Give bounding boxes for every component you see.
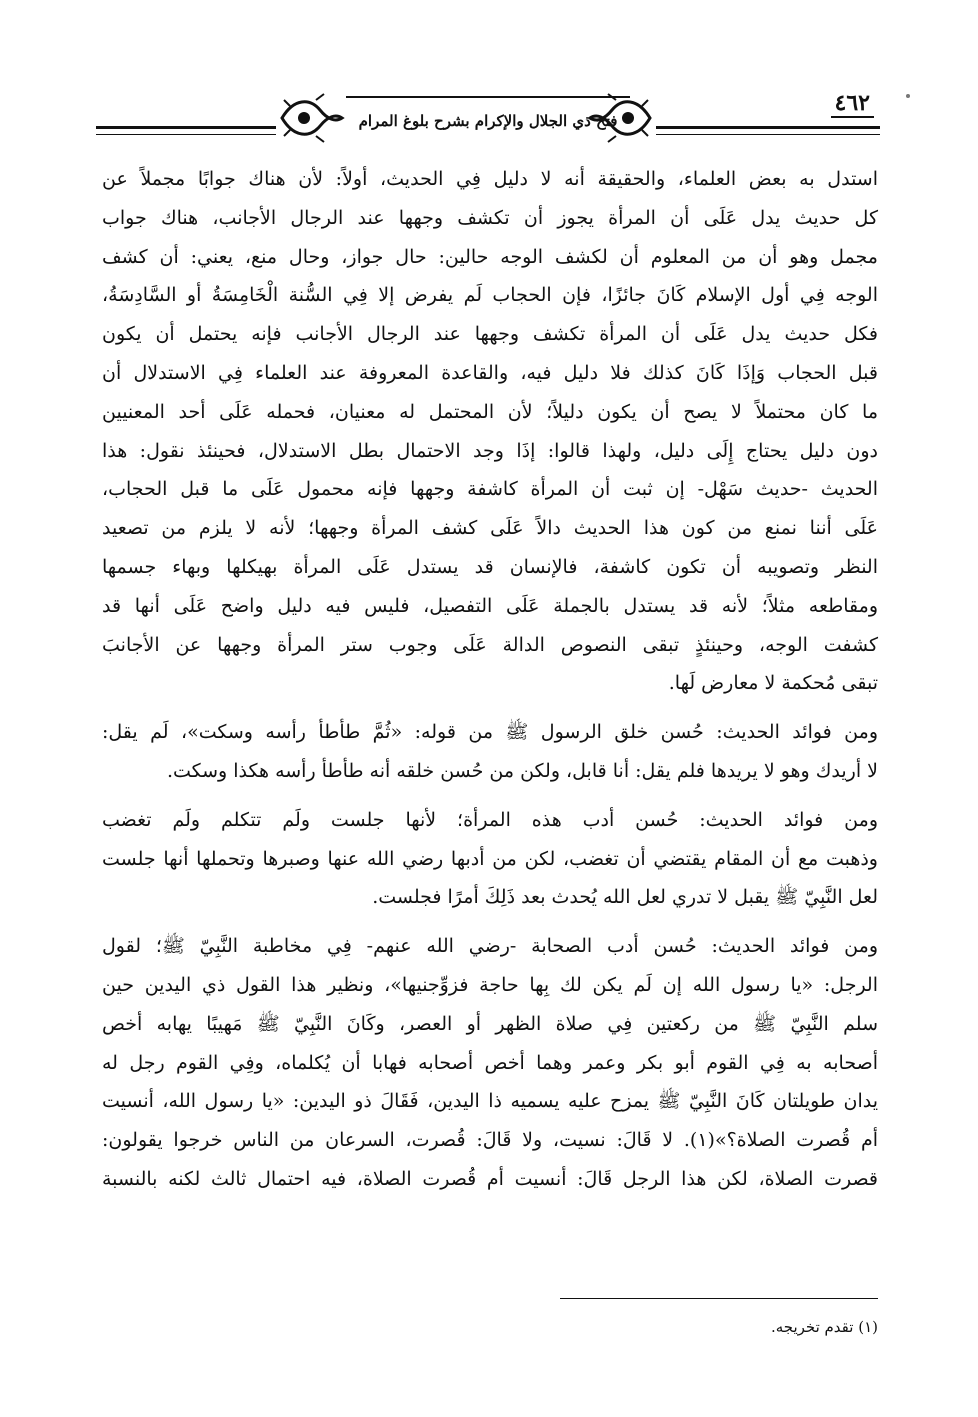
text-line: ومن فوائد الحديث: حُسن أدب هذه المرأة؛ لأنها جلست ولَم تتكلم ولَم تغضب [102,808,878,831]
footnote-rule [560,1298,878,1299]
book-title: فتح ذي الجلال والإكرام بشرح بلوغ المرام [358,112,618,130]
text-line: فكل حديث يدل عَلَى أن المرأة تكشف وجهها عند الرجال الأجانب فإنه يحتمل أن يكون [102,323,878,346]
text-line: لا أريدك وهو لا يريدها فلم يقل: أنا قابل، ولكن من حُسن خلقه أنه طأطأ رأسه هكذا وسكت. [166,759,878,782]
text-line: قبل الحجاب وَإذَا كَانَ كذلك فلا دليل فيه، والقاعدة المعروفة عند العلماء فِي الاستدلال أن [102,361,878,384]
text-line: سلم النَّبِيّ ﷺ من ركعتين فِي صلاة الظهر أو العصر، وكَانَ النَّبِيّ ﷺ مَهيبًا يهابه أخص [102,1012,878,1035]
paragraph [102,801,878,917]
header-rule [96,126,276,129]
header-rule [656,134,880,135]
text-line: الحديث -حديث سَهْل- إن ثبت أن المرأة كاشفة وجهها فإنه محمول عَلَى ما قبل الحجاب، [102,478,878,501]
page-number: ٤٦٢ [831,90,874,118]
text-line: ومن فوائد الحديث: حُسن خلق الرسول ﷺ من قوله: «ثُمَّ طأطأ رأسه وسكت»، لَم يقل: [102,721,878,744]
scan-dot [906,94,910,98]
text-line: أصحابه به فِي القوم أبو بكر وعمر وهما أخص أصحابه فهابا أن يُكلماه، وفِي القوم رجل له [102,1051,878,1074]
paragraph [102,927,878,1199]
paragraph [102,160,878,703]
body-text [102,160,878,1199]
text-line: عَلَى أننا نمنع من كون هذا الحديث دالاً عَلَى كشف المرأة وجهها؛ لأنه لا يلزم من تصعيد [102,517,878,540]
text-line: استدل به بعض العلماء، والحقيقة أنه لا دليل فِي الحديث، أولاً: لأن هناك جوابًا مجملاً عن [102,168,878,190]
text-line: ومن فوائد الحديث: حُسن أدب الصحابة -رضي الله عنهم- فِي مخاطبة النَّبِيّ ﷺ؛ لقول [102,935,878,958]
text-line: لعل النَّبِيّ ﷺ يقبل لا تدري لعل الله يُحدث بعد ذَلِكَ أمرًا فجلست. [372,886,878,909]
text-line: وذهبت مع أن المقام يقتضي أن تغضب، لكن من أدبها رضي الله عنها وصبرها وتحملها أنها جلست [102,847,878,870]
page-header [96,82,880,152]
text-line: أم قُصرت الصلاة؟»(١). لا قَالَ: نسيت، ولا قَالَ: قُصرت، السرعان من الناس خرجوا يقولون: [102,1129,878,1152]
footnote: (١) تقدم تخريجه. [770,1318,878,1336]
text-line: مجمل وهو أن من المعلوم أن لكشف الوجه حالين: حال جواز، وحال منع، يعني: أن كشف [102,245,878,268]
text-line: دون دليل يحتاج إِلَى دليل، ولهذا قالوا: إذَا وجد الاحتمال بطل الاستدلال، فحينئذ نقول: هذا [102,439,878,462]
text-line: قصرت الصلاة، لكن هذا الرجل قَالَ: أنسيت أم قُصرت الصلاة، فيه احتمال ثالث لكنه بالنسبة [102,1167,878,1190]
header-rule [656,126,880,129]
text-line: الوجه فِي أول الإسلام كَانَ جائزًا، فإن الحجاب لَم يفرض إلا فِي السُّنة الْخَامِسَةُ أو السَّادِسَةُ، [102,284,878,307]
text-line: ما كان محتملاً لا يصح أن يكون دليلاً؛ لأن المحتمل له معنيان، فحمله عَلَى أحد المعنيين [102,400,878,423]
text-line: النظر وتصويبه أن تكون كاشفة، فالإنسان قد يستدل عَلَى المرأة بهيكلها وبهاء جسمها [102,555,878,578]
text-line: كل حديث يدل عَلَى أن المرأة يجوز أن تكشف وجهها عند الرجال الأجانب، هناك جواب [102,206,878,229]
ornament-icon [586,92,656,144]
text-line: الرجل: «يا رسول الله إن لَم يكن لك بِها حاجة فزوِّجنيها»، ونظير هذا القول ذي اليدين حين [102,973,878,996]
header-rule [96,134,276,135]
text-line: كشفت الوجه، وحينئذٍ تبقى النصوص الدالة عَلَى وجوب ستر المرأة وجهها عن الأجانبَ [102,633,878,656]
text-line: ومقاطعه مثلاً؛ لأنه قد يستدل بالجملة عَلَى التفصيل، فليس فيه دليل واضح عَلَى أنها قد [102,594,878,617]
text-line: يدان طويلتان كَانَ النَّبِيّ ﷺ يمزح عليه يسميه ذا اليدين، فَقَالَ ذو اليدين: «يا رسول الله، أنسيت [102,1090,878,1113]
ornament-icon [276,92,346,144]
text-line: تبقى مُحكمة لا معارض لَها. [668,672,878,695]
paragraph [102,713,878,791]
